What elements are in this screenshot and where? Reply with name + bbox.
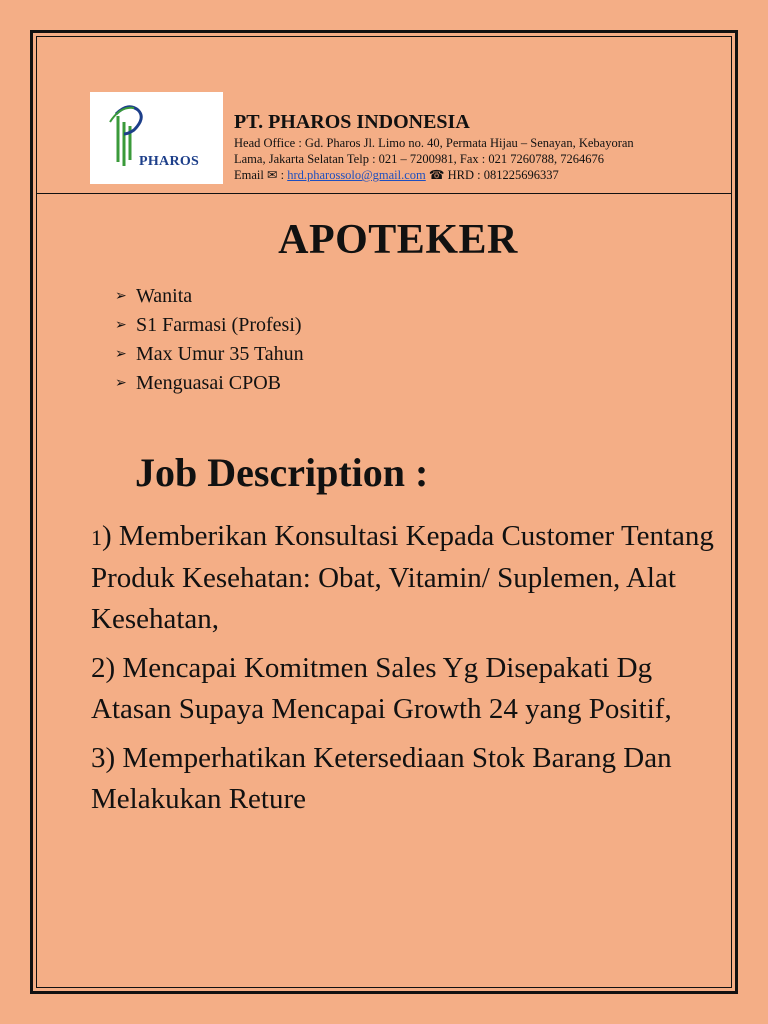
requirement-text: Max Umur 35 Tahun bbox=[136, 343, 304, 365]
logo-text: PHAROS bbox=[139, 154, 200, 169]
item-text: 3) Memperhatikan Ketersediaan Stok Barang Dan Melakukan Reture bbox=[91, 742, 672, 815]
email-link[interactable]: hrd.pharossolo@gmail.com bbox=[287, 168, 426, 182]
phone-icon: ☎ bbox=[428, 168, 445, 182]
job-description-heading: Job Description : bbox=[135, 450, 429, 495]
email-separator: : bbox=[277, 168, 288, 182]
job-description-item bbox=[91, 648, 721, 730]
requirement-item bbox=[115, 282, 304, 311]
company-contact-info bbox=[234, 135, 714, 183]
requirement-item bbox=[115, 369, 304, 398]
job-title: APOTEKER bbox=[278, 217, 518, 263]
contact-line bbox=[234, 167, 714, 183]
address-line-2: Lama, Jakarta Selatan Telp : 021 – 7200981, Fax : 021 7260788, 7264676 bbox=[234, 152, 605, 166]
job-description-item bbox=[91, 738, 721, 820]
pharos-logo bbox=[90, 92, 223, 184]
header-divider bbox=[36, 193, 732, 194]
arrow-bullet-icon: ➢ bbox=[115, 318, 127, 333]
requirement-text: Wanita bbox=[136, 285, 193, 307]
company-name: PT. PHAROS INDONESIA bbox=[234, 111, 470, 133]
item-number: 1 bbox=[91, 525, 102, 550]
mail-icon: ✉ bbox=[266, 168, 278, 182]
requirements-list bbox=[115, 282, 304, 398]
job-description-list bbox=[91, 516, 721, 828]
arrow-bullet-icon: ➢ bbox=[115, 289, 127, 304]
item-text: ) Memberikan Konsultasi Kepada Customer Tentang Produk Kesehatan: Obat, Vitamin/ Suplemen, Alat Kesehatan, bbox=[91, 520, 714, 635]
hrd-phone: HRD : 081225696337 bbox=[444, 168, 559, 182]
arrow-bullet-icon: ➢ bbox=[115, 347, 127, 362]
requirement-item bbox=[115, 340, 304, 369]
requirement-text: Menguasai CPOB bbox=[136, 372, 281, 394]
job-description-item bbox=[91, 516, 721, 640]
email-label: Email bbox=[234, 168, 264, 182]
arrow-bullet-icon: ➢ bbox=[115, 376, 127, 391]
item-text: 2) Mencapai Komitmen Sales Yg Disepakati Dg Atasan Supaya Mencapai Growth 24 yang Positif, bbox=[91, 652, 672, 725]
requirement-text: S1 Farmasi (Profesi) bbox=[136, 314, 302, 336]
requirement-item bbox=[115, 311, 304, 340]
address-line-1: Head Office : Gd. Pharos Jl. Limo no. 40, Permata Hijau – Senayan, Kebayoran bbox=[234, 136, 634, 150]
